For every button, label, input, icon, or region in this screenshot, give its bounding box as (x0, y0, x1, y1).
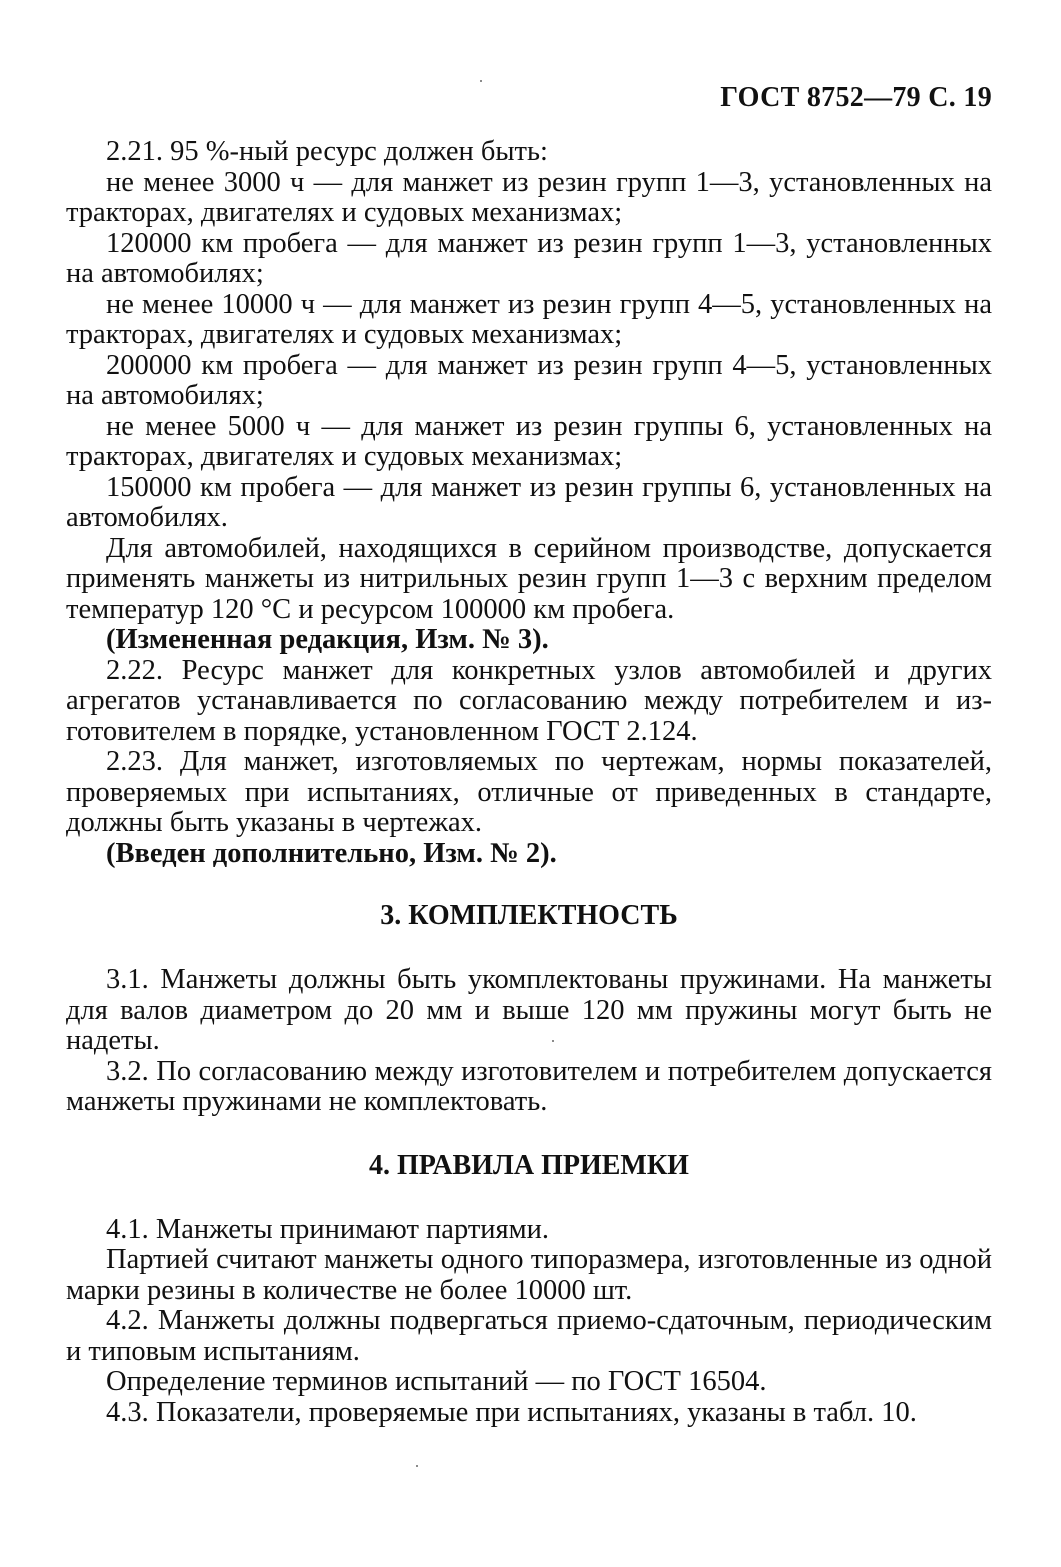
section-2-content (66, 137, 992, 869)
paragraph: Партией считают манжеты одного типоразмера, изготовленные из одной марки резины в количестве не более 10000 шт. (66, 1244, 992, 1306)
paragraph: 200000 км пробега — для манжет из резин групп 4—5, установленных на автомобилях; (66, 349, 992, 411)
amendment-note: (Введен дополнительно, Изм. № 2). (106, 837, 557, 869)
scan-speck (552, 1040, 554, 1042)
page-header: ГОСТ 8752—79 С. 19 (720, 82, 992, 113)
paragraph: 4.2. Манжеты должны подвергаться приемо-сдаточным, периодическим и типовым испытаниям. (66, 1305, 992, 1367)
paragraph: не менее 5000 ч — для манжет из резин группы 6, установленных на тракторах, двигателях и судовых механизмах; (66, 410, 992, 472)
paragraph: 120000 км пробега — для манжет из резин групп 1—3, установленных на автомобилях; (66, 227, 992, 289)
scan-speck (416, 1465, 418, 1467)
amendment-note: (Измененная редакция, Изм. № 3). (106, 624, 549, 655)
paragraph: не менее 10000 ч — для манжет из резин групп 4—5, установленных на тракторах, двигателях и судовых механизмах; (66, 288, 992, 350)
paragraph: 3.2. По согласованию между изготовителем и потребителем допускается манжеты пружинами не комплектовать. (66, 1055, 992, 1117)
paragraph: 2.23. Для манжет, изготовляемых по чертежам, нормы показателей, проверяемых при испытаниях, отличные от приведенных в стандарте, должны быть указаны в чертежах. (66, 746, 992, 838)
paragraph: Для автомобилей, находящихся в серийном производстве, допускается применять манжеты из нитрильных резин групп 1—3 с верхним пределом температур 120 °С и ресурсом 100000 км пробега. (66, 532, 992, 625)
paragraph: 4.1. Манжеты принимают партиями. (106, 1213, 550, 1245)
paragraph: не менее 3000 ч — для манжет из резин групп 1—3, установленных на тракторах, двигателях и судовых механизмах; (66, 166, 992, 228)
document-body (66, 137, 992, 1428)
scan-speck (480, 80, 482, 82)
section-heading-acceptance-rules: 4. ПРАВИЛА ПРИЕМКИ (369, 1149, 689, 1181)
section-3-content (66, 965, 992, 1118)
paragraph: 150000 км пробега — для манжет из резин группы 6, установленных на автомобилях. (66, 471, 992, 533)
section-heading-completeness: 3. КОМПЛЕКТНОСТЬ (380, 900, 678, 931)
paragraph: 2.21. 95 %-ный ресурс должен быть: (106, 136, 548, 167)
section-4-content (66, 1215, 992, 1429)
paragraph: 3.1. Манжеты должны быть укомплектованы пружинами. На манжеты для валов диаметром до 20 мм и выше 120 мм пружины могут быть не надеты. (66, 964, 992, 1056)
paragraph: 2.22. Ресурс манжет для конкретных узлов автомобилей и других агрегатов устанавливается по согласованию между потребителем и изготовителем в порядке, установленном ГОСТ 2.124. (66, 654, 992, 747)
paragraph: 4.3. Показатели, проверяемые при испытаниях, указаны в табл. 10. (106, 1396, 917, 1428)
paragraph: Определение терминов испытаний — по ГОСТ 16504. (106, 1366, 767, 1397)
